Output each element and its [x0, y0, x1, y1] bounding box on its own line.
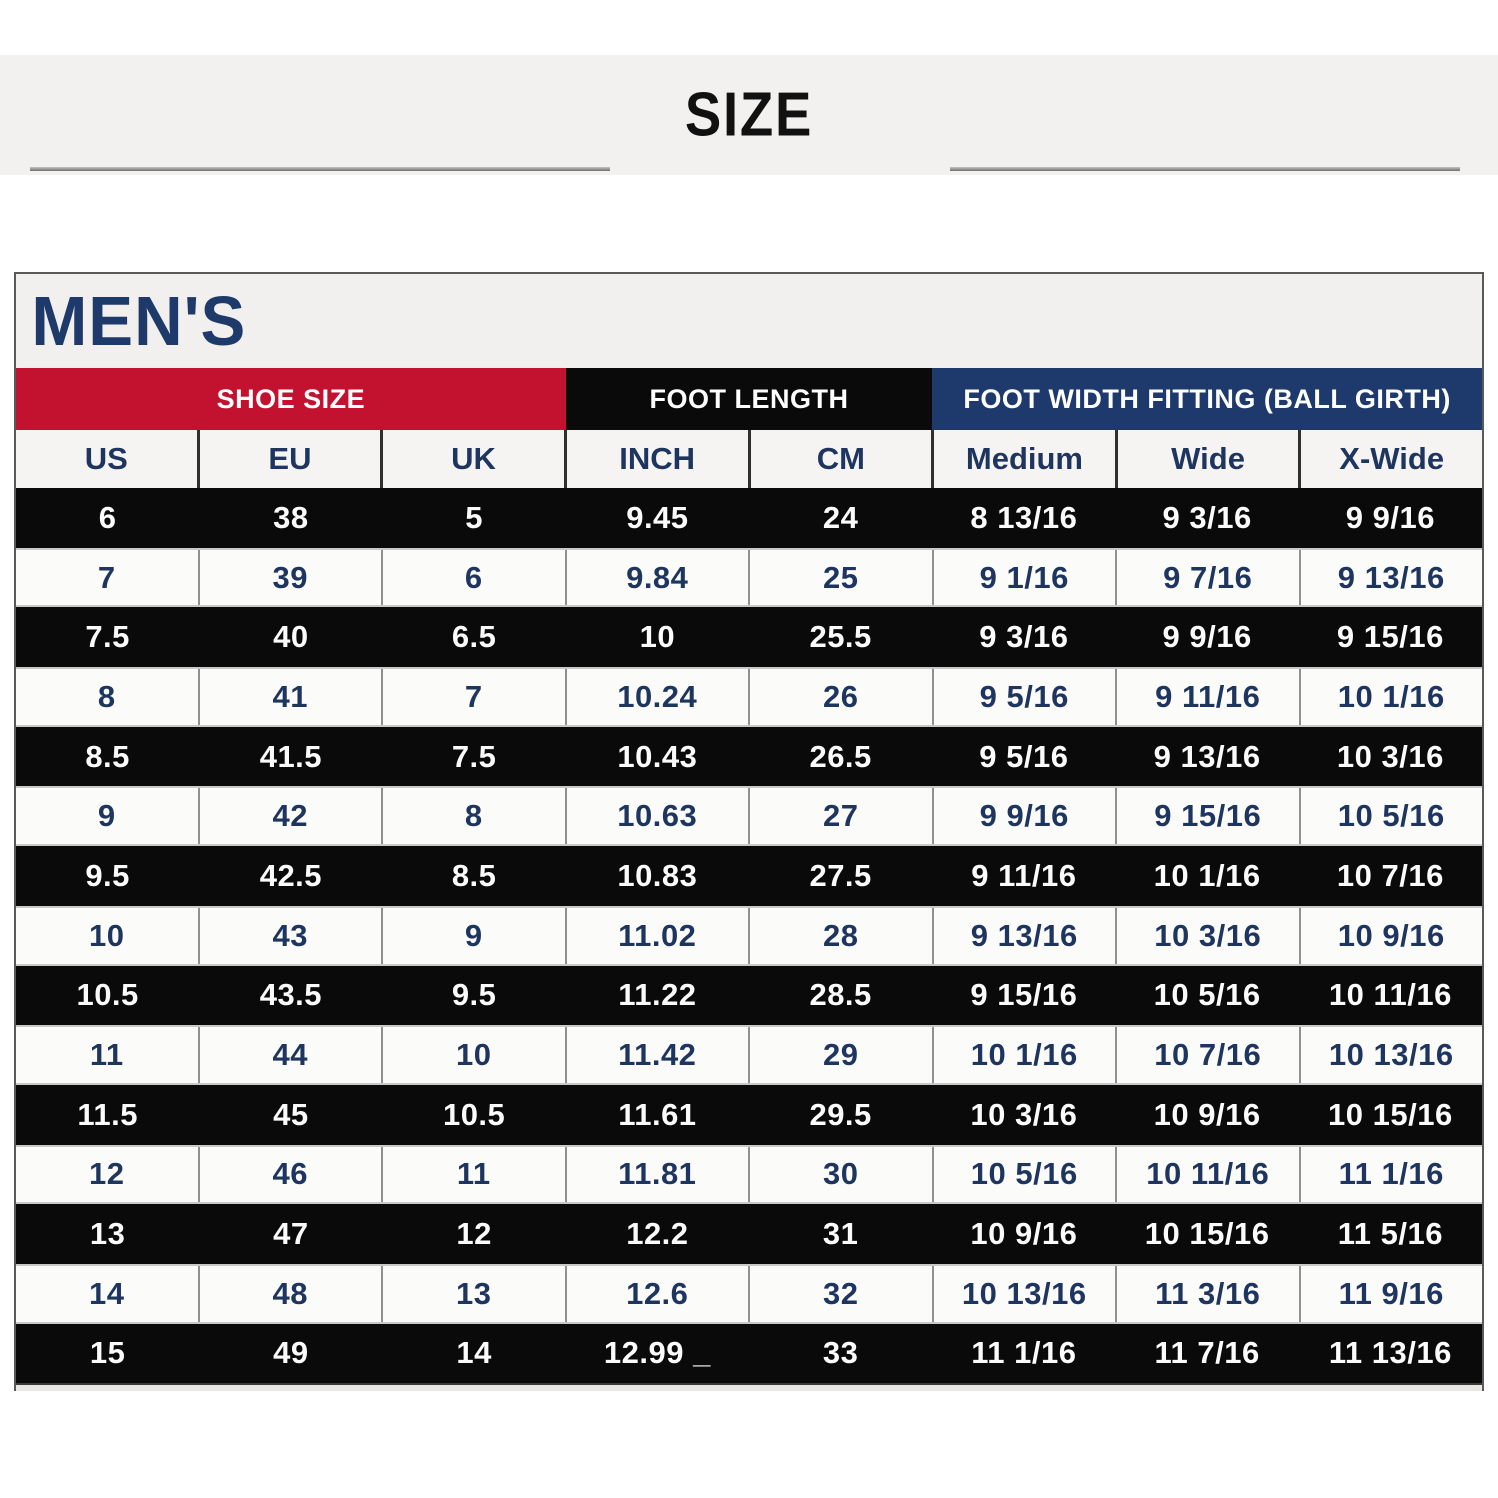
size-row-us-15	[16, 1324, 1482, 1384]
cell-eu: 39	[200, 550, 384, 606]
size-row-us-11.5	[16, 1085, 1482, 1145]
cell-medium: 10 9/16	[970, 1216, 1078, 1252]
cell-uk: 13	[383, 1266, 567, 1322]
cell-wide: 9 15/16	[1117, 788, 1301, 844]
size-row-us-9	[16, 786, 1482, 846]
cell-cm: 28.5	[809, 977, 872, 1013]
cell-cm: 28	[750, 908, 934, 964]
cell-x-wide: 9 13/16	[1337, 559, 1445, 595]
cell-wide: 10 3/16	[1117, 908, 1301, 964]
cell-us: 11	[16, 1027, 200, 1083]
cell-us: 14	[16, 1266, 200, 1322]
banner-left-rule	[30, 167, 610, 171]
cell-us: 15	[89, 1335, 126, 1371]
cell-cm: 29.5	[809, 1096, 872, 1132]
cell-uk: 8	[383, 788, 567, 844]
cell-x-wide: 11 9/16	[1338, 1275, 1444, 1311]
cell-wide: 10 9/16	[1153, 1096, 1261, 1132]
cell-cm: 25	[750, 550, 934, 606]
cell-uk: 9	[383, 908, 567, 964]
cell-us: 11.5	[77, 1096, 138, 1132]
cell-eu: 42.5	[259, 857, 323, 893]
column-header-x-wide: X-Wide	[1339, 441, 1445, 476]
group-header-foot-width: FOOT WIDTH FITTING (BALL GIRTH)	[932, 368, 1482, 430]
size-row-us-10.5	[16, 966, 1482, 1026]
cell-inch: 10.63	[567, 788, 751, 844]
cell-inch: 12.6	[567, 1266, 751, 1322]
cell-medium: 10 1/16	[934, 1027, 1118, 1083]
cell-us: 10	[16, 908, 200, 964]
size-row-us-6	[16, 488, 1482, 548]
cell-wide: 10 5/16	[1153, 977, 1261, 1013]
cell-wide: 9 7/16	[1117, 550, 1301, 606]
cell-cm: 31	[822, 1216, 859, 1252]
cell-inch: 12.2	[626, 1216, 689, 1252]
cell-eu: 41	[200, 669, 384, 725]
cell-us: 9	[16, 788, 200, 844]
cell-eu: 42	[200, 788, 384, 844]
cell-inch: 11.81	[567, 1147, 751, 1203]
cell-wide: 9 9/16	[1162, 619, 1252, 655]
mens-size-chart	[14, 272, 1484, 1391]
size-banner	[0, 55, 1498, 175]
cell-inch: 11.42	[567, 1027, 751, 1083]
banner-title: SIZE	[684, 80, 814, 150]
cell-inch: 12.99 _	[603, 1335, 711, 1371]
cell-x-wide: 10 5/16	[1337, 798, 1445, 834]
cell-cm: 32	[750, 1266, 934, 1322]
cell-us: 13	[89, 1216, 126, 1252]
cell-us: 12	[16, 1147, 200, 1203]
cell-eu: 48	[200, 1266, 384, 1322]
table-body	[16, 488, 1482, 1383]
cell-eu: 49	[273, 1335, 309, 1371]
cell-x-wide: 10 9/16	[1337, 917, 1445, 953]
cell-cm: 27	[750, 788, 934, 844]
cell-cm: 25.5	[809, 619, 872, 655]
cell-medium: 8 13/16	[970, 499, 1078, 535]
cell-us: 8.5	[85, 738, 130, 774]
column-header-cm: CM	[751, 430, 935, 488]
cell-eu: 38	[273, 499, 309, 535]
size-row-us-10	[16, 906, 1482, 966]
cell-inch: 11.22	[618, 977, 697, 1013]
cell-medium: 9 11/16	[971, 857, 1077, 893]
size-row-us-8.5	[16, 727, 1482, 787]
cell-x-wide: 11 1/16	[1338, 1156, 1444, 1192]
size-row-us-7	[16, 548, 1482, 608]
cell-us: 9.5	[85, 857, 130, 893]
size-row-us-8	[16, 667, 1482, 727]
group-header-foot-length: FOOT LENGTH	[566, 368, 933, 430]
cell-wide: 11 3/16	[1117, 1266, 1301, 1322]
cell-inch: 10	[639, 619, 676, 655]
group-header-shoe-size: SHOE SIZE	[16, 368, 566, 430]
cell-medium: 9 1/16	[934, 550, 1118, 606]
cell-uk: 6.5	[451, 619, 497, 655]
cell-x-wide: 10 7/16	[1336, 857, 1444, 893]
size-row-us-14	[16, 1264, 1482, 1324]
size-row-us-7.5	[16, 607, 1482, 667]
cell-medium: 10 13/16	[934, 1266, 1118, 1322]
cell-us: 10.5	[76, 977, 139, 1013]
size-row-us-11	[16, 1025, 1482, 1085]
cell-cm: 24	[822, 499, 859, 535]
cell-us: 7	[16, 550, 200, 606]
cell-wide: 9 11/16	[1117, 669, 1301, 725]
cell-eu: 44	[200, 1027, 384, 1083]
cell-medium: 10 5/16	[934, 1147, 1118, 1203]
cell-medium: 10 3/16	[970, 1096, 1078, 1132]
cell-inch: 10.24	[567, 669, 751, 725]
cell-cm: 26	[750, 669, 934, 725]
table-bottom-strip	[16, 1383, 1482, 1391]
cell-wide: 11 7/16	[1154, 1335, 1260, 1371]
cell-us: 7.5	[85, 619, 130, 655]
cell-wide: 10 15/16	[1144, 1216, 1270, 1252]
cell-uk: 6	[383, 550, 567, 606]
column-header-uk: UK	[383, 430, 567, 488]
size-row-us-12	[16, 1145, 1482, 1205]
cell-medium: 9 9/16	[934, 788, 1118, 844]
cell-x-wide: 11 5/16	[1337, 1216, 1443, 1252]
cell-wide: 10 11/16	[1117, 1147, 1301, 1203]
cell-uk: 7.5	[451, 738, 497, 774]
cell-inch: 11.61	[618, 1096, 697, 1132]
cell-wide: 9 3/16	[1162, 499, 1252, 535]
cell-medium: 9 15/16	[970, 977, 1078, 1013]
column-header-inch: INCH	[567, 430, 751, 488]
cell-medium: 9 13/16	[934, 908, 1118, 964]
size-row-us-9.5	[16, 846, 1482, 906]
column-header-eu: EU	[200, 430, 384, 488]
column-header-row	[16, 430, 1482, 488]
cell-uk: 8.5	[451, 857, 497, 893]
cell-uk: 12	[456, 1216, 492, 1252]
cell-uk: 9.5	[451, 977, 497, 1013]
cell-cm: 33	[822, 1335, 859, 1371]
cell-medium: 9 3/16	[979, 619, 1069, 655]
cell-inch: 11.02	[567, 908, 751, 964]
cell-x-wide: 10 13/16	[1328, 1037, 1454, 1073]
cell-eu: 41.5	[259, 738, 323, 774]
chart-title: MEN'S	[31, 282, 247, 360]
cell-inch: 10.83	[617, 857, 698, 893]
cell-x-wide: 9 15/16	[1336, 619, 1444, 655]
cell-uk: 14	[456, 1335, 492, 1371]
cell-medium: 11 1/16	[971, 1335, 1077, 1371]
cell-x-wide: 10 1/16	[1337, 678, 1445, 714]
cell-inch: 9.84	[567, 550, 751, 606]
cell-uk: 7	[383, 669, 567, 725]
cell-eu: 43.5	[259, 977, 323, 1013]
cell-cm: 29	[750, 1027, 934, 1083]
cell-cm: 26.5	[809, 738, 872, 774]
cell-uk: 5	[465, 499, 483, 535]
cell-eu: 43	[200, 908, 384, 964]
cell-cm: 30	[750, 1147, 934, 1203]
group-header-row	[16, 368, 1482, 430]
cell-uk: 10.5	[442, 1096, 506, 1132]
cell-inch: 9.45	[626, 499, 689, 535]
cell-uk: 11	[383, 1147, 567, 1203]
size-row-us-13	[16, 1204, 1482, 1264]
cell-eu: 40	[273, 619, 309, 655]
cell-x-wide: 10 15/16	[1328, 1096, 1453, 1132]
cell-x-wide: 10 11/16	[1328, 977, 1452, 1013]
chart-title-row	[16, 274, 1482, 368]
cell-eu: 47	[273, 1216, 309, 1252]
cell-x-wide: 10 3/16	[1336, 738, 1444, 774]
cell-us: 8	[16, 669, 200, 725]
cell-wide: 9 13/16	[1153, 738, 1261, 774]
column-header-wide: Wide	[1118, 430, 1302, 488]
cell-cm: 27.5	[809, 857, 872, 893]
cell-wide: 10 7/16	[1117, 1027, 1301, 1083]
cell-us: 6	[98, 499, 117, 535]
cell-uk: 10	[383, 1027, 567, 1083]
cell-inch: 10.43	[617, 738, 698, 774]
banner-right-rule	[950, 167, 1460, 171]
cell-eu: 46	[200, 1147, 384, 1203]
cell-medium: 9 5/16	[934, 669, 1118, 725]
cell-wide: 10 1/16	[1153, 857, 1261, 893]
cell-x-wide: 11 13/16	[1328, 1335, 1452, 1371]
column-header-us: US	[16, 430, 200, 488]
cell-x-wide: 9 9/16	[1345, 499, 1435, 535]
cell-medium: 9 5/16	[979, 738, 1069, 774]
column-header-medium: Medium	[934, 430, 1118, 488]
cell-eu: 45	[273, 1096, 309, 1132]
